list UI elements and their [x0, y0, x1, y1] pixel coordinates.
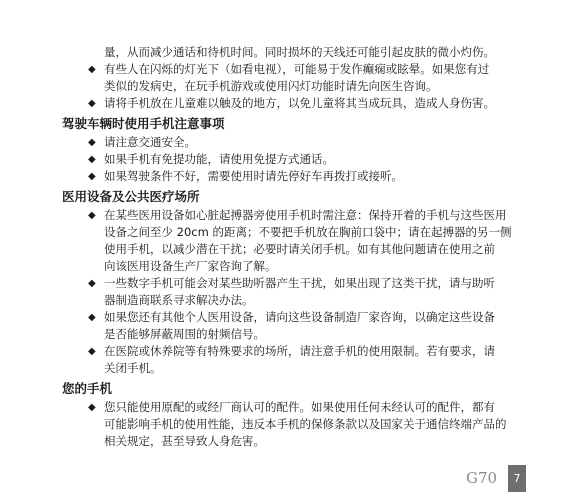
paragraph-line: 在医院或休养院等有特殊要求的场所，请注意手机的使用限制。若有要求，请 [104, 344, 495, 358]
section-heading: 医用设备及公共医疗场所 [62, 189, 200, 204]
diamond-bullet-icon: ◆ [88, 98, 96, 109]
paragraph-line: 是否能够屏蔽周围的射频信号。 [104, 327, 265, 341]
paragraph-line: 如果驾驶条件不好，需要使用时请先停好车再拨打或接听。 [104, 169, 403, 183]
page-number: 7 [508, 465, 526, 492]
paragraph-line: 关闭手机。 [104, 361, 162, 375]
paragraph-line: 向该医用设备生产厂家咨询了解。 [104, 259, 277, 273]
paragraph-line: 您只能使用原配的或经厂商认可的配件。如果使用任何未经认可的配件，都有 [104, 400, 495, 414]
bullet-item [62, 168, 522, 185]
paragraph-line: 如果您还有其他个人医用设备，请向这些设备制造厂家咨询，以确定这些设备 [104, 310, 495, 324]
paragraph-line: 相关规定，甚至导致人身危害。 [104, 434, 265, 448]
bullet-item [62, 151, 522, 168]
bullet-item [62, 95, 522, 112]
diamond-bullet-icon: ◆ [88, 278, 96, 289]
document-body [62, 44, 522, 450]
paragraph-line: 一些数字手机可能会对某些助听器产生干扰，如果出现了这类干扰，请与助听 [104, 276, 495, 290]
diamond-bullet-icon: ◆ [88, 312, 96, 323]
paragraph-line: 可能影响手机的使用性能，违反本手机的保修条款以及国家关于通信终端产品的 [104, 417, 507, 431]
diamond-bullet-icon: ◆ [88, 137, 96, 148]
bullet-item [62, 343, 522, 377]
section-heading: 驾驶车辆时使用手机注意事项 [62, 116, 225, 131]
bullet-item [62, 399, 522, 450]
paragraph-line: 有些人在闪烁的灯光下（如看电视），可能易于发作癫痫或眩晕。如果您有过 [104, 62, 490, 76]
paragraph-line: 请将手机放在儿童难以触及的地方，以免儿童将其当成玩具，造成人身伤害。 [104, 96, 495, 110]
diamond-bullet-icon: ◆ [88, 154, 96, 165]
paragraph-line: 在某些医用设备如心脏起搏器旁使用手机时需注意：保持开着的手机与这些医用 [104, 208, 507, 222]
model-name: G70 [466, 469, 498, 487]
paragraph-line: 请注意交通安全。 [104, 135, 196, 149]
diamond-bullet-icon: ◆ [88, 210, 96, 221]
paragraph-line: 类似的发病史，在玩手机游戏或使用闪灯功能时请先向医生咨询。 [104, 79, 438, 93]
diamond-bullet-icon: ◆ [88, 64, 96, 75]
bullet-item [62, 134, 522, 151]
bullet-item [62, 309, 522, 343]
diamond-bullet-icon: ◆ [88, 171, 96, 182]
bullet-item [62, 275, 522, 309]
paragraph-line: 如果手机有免提功能，请使用免提方式通话。 [104, 152, 334, 166]
diamond-bullet-icon: ◆ [88, 402, 96, 413]
diamond-bullet-icon: ◆ [88, 346, 96, 357]
paragraph-line: 器制造商联系寻求解决办法。 [104, 293, 254, 307]
bullet-item [62, 61, 522, 95]
paragraph-line: 量，从而减少通话和待机时间。同时损坏的天线还可能引起皮肤的微小灼伤。 [104, 45, 495, 59]
bullet-item [62, 207, 522, 275]
paragraph-line: 设备之间至少 20cm 的距离；不要把手机放在胸前口袋中；请在起搏器的另一侧 [104, 225, 512, 239]
paragraph-line: 使用手机，以减少潜在干扰；必要时请关闭手机。如有其他问题请在使用之前 [104, 242, 495, 256]
section-heading: 您的手机 [62, 381, 113, 396]
